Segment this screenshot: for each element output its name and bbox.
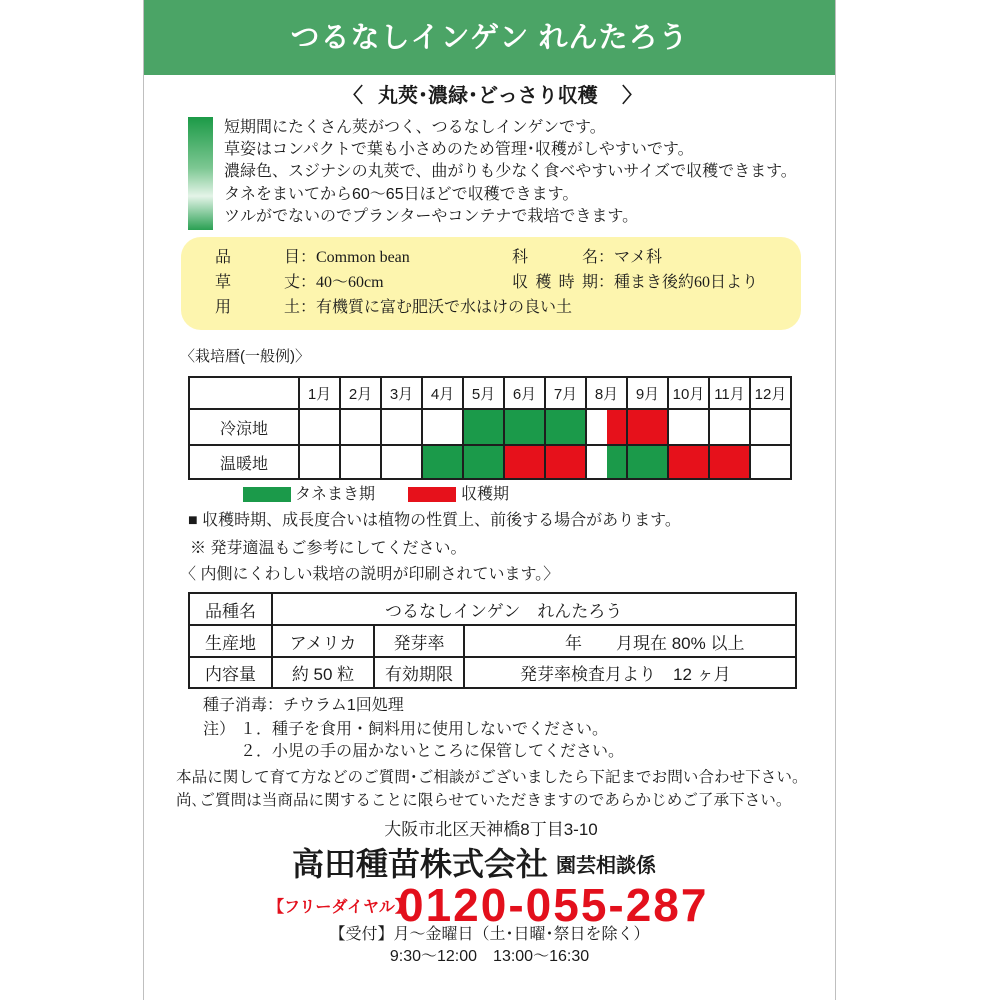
caution-label: 注） (203, 721, 236, 738)
sowing-period-fill (546, 410, 566, 444)
company-address: 大阪市北区天神橋8丁目3-10 (384, 820, 598, 839)
calendar-month-cell (423, 410, 464, 446)
spec-label-char: 科 (512, 249, 529, 266)
note-line: 〈 内側にくわしい栽培の説明が印刷されています。〉 (180, 566, 560, 583)
spec-label-char: 穫 (535, 274, 552, 291)
product-title: つるなしインゲン れんたろう (290, 22, 689, 54)
empty-period (730, 410, 750, 444)
spec-label-harvest-time (512, 273, 598, 293)
sowing-period-fill (607, 446, 627, 478)
calendar-month-header: 10月 (669, 378, 710, 410)
calendar-region-label: 温暖地 (190, 446, 300, 480)
calendar-month-cell (669, 410, 710, 446)
empty-period (751, 446, 771, 478)
harvest-period-fill (730, 446, 750, 478)
calendar-month-header: 11月 (710, 378, 751, 410)
empty-period (341, 446, 361, 478)
calendar-month-cell (341, 446, 382, 480)
calendar-month-header: 8月 (587, 378, 628, 410)
spec-value-variety: ：Common bean (300, 249, 410, 266)
calendar-month-cell (546, 446, 587, 480)
variety-label: 品種名 (190, 594, 273, 626)
calendar-region-label: 冷涼地 (190, 410, 300, 446)
origin-label: 生産地 (190, 626, 273, 658)
calendar-month-cell (710, 446, 751, 480)
germination-label: 発芽率 (375, 626, 465, 658)
variety-value: つるなしインゲン れんたろう (273, 594, 797, 626)
sowing-period-fill (648, 446, 668, 478)
legend-sowing-swatch (243, 487, 291, 502)
calendar-month-header: 4月 (423, 378, 464, 410)
calendar-month-header: 3月 (382, 378, 423, 410)
caution-item: １．種子を食用・飼料用に使用しないでください。 (240, 721, 609, 738)
empty-period (341, 410, 361, 444)
spec-label-height (215, 273, 300, 293)
reception-hours: 9:30～12:00 13:00～16:30 (389, 948, 590, 965)
empty-period (361, 410, 381, 444)
harvest-period-fill (566, 446, 586, 478)
legend-harvest-swatch (408, 487, 456, 502)
quantity-value: 約 50 粒 (273, 658, 375, 689)
expiry-value: 発芽率検査月より 12 ヶ月 (465, 658, 797, 689)
empty-period (402, 446, 422, 478)
feature-line: 短期間にたくさん莢がつく、つるなしインゲンです。 (224, 119, 606, 136)
empty-period (320, 446, 340, 478)
tagline-open-bracket: 〈 (343, 85, 363, 107)
calendar-month-header: 6月 (505, 378, 546, 410)
tagline: 丸莢･濃緑･どっさり収穫 (378, 85, 598, 107)
calendar-month-cell (382, 446, 423, 480)
spec-label-family (512, 248, 598, 268)
empty-period (710, 410, 730, 444)
sowing-period-fill (443, 446, 463, 478)
calendar-month-cell (587, 410, 628, 446)
empty-period (689, 410, 709, 444)
legend-sowing-label: タネまき期 (295, 486, 376, 503)
feature-line: 草姿はコンパクトで葉も小さめのため管理･収穫がしやすいです。 (224, 141, 694, 158)
empty-period (669, 410, 689, 444)
calendar-month-cell (546, 410, 587, 446)
spec-label-char: 丈 (283, 274, 300, 291)
empty-period (300, 410, 320, 444)
sowing-period-fill (505, 410, 525, 444)
product-info-table (188, 592, 797, 689)
spec-label-char: 名 (581, 249, 598, 266)
feature-line: ツルがでないのでプランターやコンテナで栽培できます。 (224, 208, 639, 225)
harvest-period-fill (525, 446, 545, 478)
harvest-period-fill (546, 446, 566, 478)
calendar-month-header: 5月 (464, 378, 505, 410)
harvest-period-fill (689, 446, 709, 478)
spec-label-char: 草 (215, 274, 232, 291)
empty-period (382, 446, 402, 478)
feature-line: 濃緑色、スジナシの丸莢で、曲がりも少なく食べやすいサイズで収穫できます。 (224, 163, 797, 180)
note-line: ※ 発芽適温もご参考にしてください。 (190, 540, 467, 557)
empty-period (587, 410, 607, 444)
empty-period (300, 446, 320, 478)
calendar-month-cell (710, 410, 751, 446)
calendar-month-cell (751, 410, 792, 446)
spec-label-char: 品 (215, 249, 232, 266)
spec-label-variety (215, 248, 300, 268)
sowing-period-fill (525, 410, 545, 444)
freedial-label: 【フリーダイヤル】 (268, 899, 411, 916)
calendar-title: 〈栽培暦(一般例)〉 (180, 348, 310, 365)
calendar-corner-cell (190, 378, 300, 410)
harvest-period-fill (648, 410, 668, 444)
harvest-period-fill (628, 410, 648, 444)
spec-value-soil: ：有機質に富む肥沃で水はけの良い土 (300, 299, 573, 316)
harvest-period-fill (607, 410, 627, 444)
empty-period (402, 410, 422, 444)
calendar-month-cell (341, 410, 382, 446)
calendar-month-header: 7月 (546, 378, 587, 410)
empty-period (771, 446, 791, 478)
tagline-close-bracket: 〉 (622, 85, 642, 107)
empty-period (443, 410, 463, 444)
calendar-month-cell (464, 446, 505, 480)
harvest-period-fill (710, 446, 730, 478)
contact-text-line: 尚､ご質問は当商品に関することに限らせていただきますのであらかじめご了承下さい。 (176, 792, 792, 809)
sowing-period-fill (423, 446, 443, 478)
calendar-month-cell (423, 446, 464, 480)
spec-value-height: ：40～60cm (300, 274, 384, 291)
calendar-month-cell (300, 410, 341, 446)
empty-period (587, 446, 607, 478)
empty-period (423, 410, 443, 444)
calendar-month-cell (505, 446, 546, 480)
calendar-month-header: 12月 (751, 378, 792, 410)
feature-accent-bar (188, 117, 213, 230)
calendar-month-header: 9月 (628, 378, 669, 410)
spec-label-char: 用 (215, 299, 232, 316)
spec-label-char: 時 (558, 274, 575, 291)
harvest-period-fill (669, 446, 689, 478)
disinfection-note: 種子消毒：チウラム1回処理 (203, 697, 404, 714)
calendar-month-cell (382, 410, 423, 446)
calendar-month-cell (669, 446, 710, 480)
quantity-label: 内容量 (190, 658, 273, 689)
empty-period (771, 410, 791, 444)
sowing-period-fill (566, 410, 586, 444)
sowing-period-fill (484, 446, 504, 478)
spec-label-soil (215, 298, 300, 318)
sowing-period-fill (464, 410, 484, 444)
calendar-month-cell (628, 410, 669, 446)
germination-value: 年 月現在 80% 以上 (465, 626, 797, 658)
sowing-period-fill (628, 446, 648, 478)
calendar-month-cell (628, 446, 669, 480)
department-name: 園芸相談係 (556, 855, 656, 877)
calendar-month-cell (505, 410, 546, 446)
sowing-period-fill (484, 410, 504, 444)
empty-period (361, 446, 381, 478)
reception-days: 【受付】月～金曜日（土･日曜･祭日を除く） (329, 926, 650, 943)
empty-period (320, 410, 340, 444)
spec-label-char: 収 (512, 274, 529, 291)
harvest-period-fill (505, 446, 525, 478)
spec-label-char: 期 (581, 274, 598, 291)
caution-item: ２．小児の手の届かないところに保管してください。 (240, 743, 625, 760)
expiry-label: 有効期限 (375, 658, 465, 689)
contact-text-line: 本品に関して育て方などのご質問･ご相談がございましたら下記までお問い合わせ下さい。 (176, 769, 808, 786)
sowing-period-fill (464, 446, 484, 478)
spec-value-harvest-time: ：種まき後約60日より (598, 274, 759, 291)
header-bar (144, 0, 835, 75)
calendar-month-cell (300, 446, 341, 480)
empty-period (382, 410, 402, 444)
note-line: ■ 収穫時期、成長度合いは植物の性質上、前後する場合があります。 (188, 512, 681, 529)
calendar-month-cell (587, 446, 628, 480)
feature-line: タネをまいてから60～65日ほどで収穫できます。 (224, 186, 579, 203)
calendar-month-header: 2月 (341, 378, 382, 410)
calendar-month-cell (751, 446, 792, 480)
company-name: 高田種苗株式会社 (292, 846, 549, 882)
cultivation-calendar (188, 376, 792, 480)
calendar-month-header: 1月 (300, 378, 341, 410)
empty-period (751, 410, 771, 444)
spec-label-char: 目 (283, 249, 300, 266)
phone-number: 0120-055-287 (398, 879, 709, 931)
origin-value: アメリカ (273, 626, 375, 658)
calendar-month-cell (464, 410, 505, 446)
spec-label-char: 土 (283, 299, 300, 316)
spec-value-family: ：マメ科 (598, 249, 663, 266)
legend-harvest-label: 収穫期 (461, 486, 510, 503)
